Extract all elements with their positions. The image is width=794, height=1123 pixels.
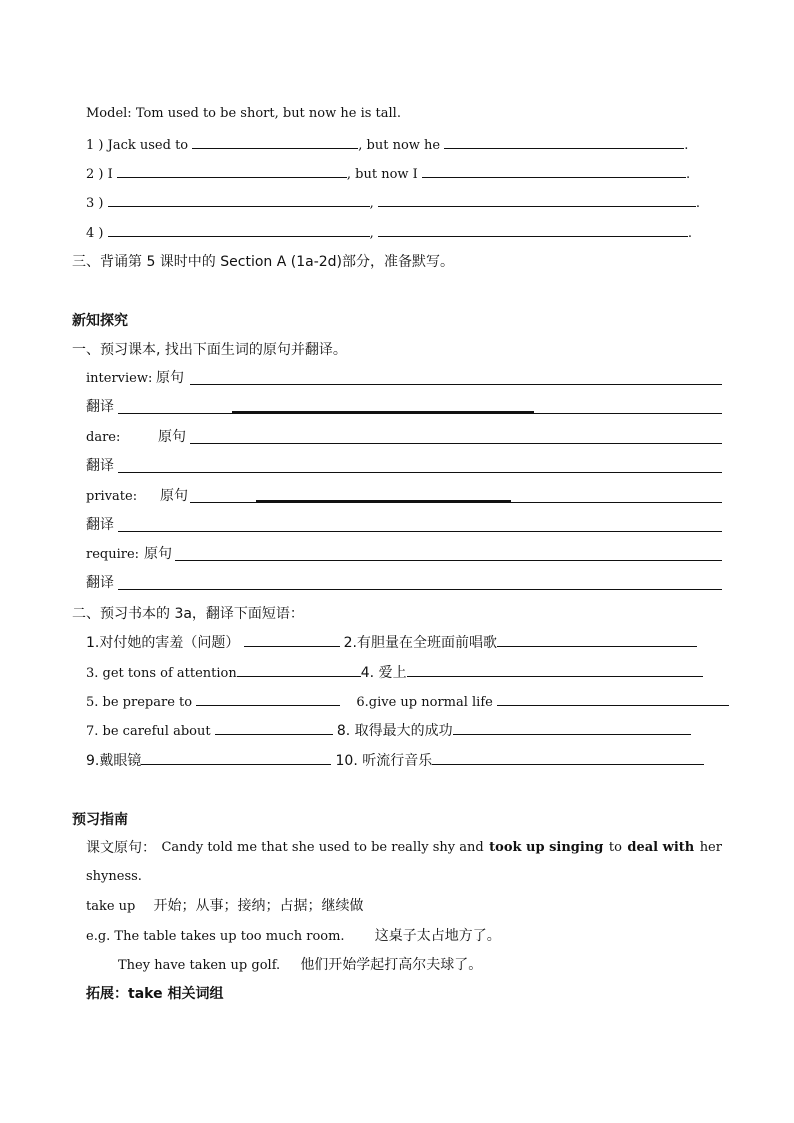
phrase-item: 6.give up normal life [356,695,493,710]
phrase-item: 1.对付她的害羞（问题） [86,635,240,651]
takeup-meaning: 开始；从事；接纳；占据；继续做 [153,898,364,914]
phrase-item: 2.有胆量在全班面前唱歌 [343,635,497,651]
trans-label: 翻译 [86,575,114,591]
vocab-word: private: [86,489,138,504]
phrase-item: 10. 听流行音乐 [335,753,433,769]
answer-blank[interactable] [407,663,703,677]
answer-blank[interactable] [237,663,361,677]
phrase-item: 4. 爱上 [360,665,407,681]
exercise-number: 2 ) [86,167,104,182]
trans-label: 翻译 [86,458,114,474]
example-english: They have taken up golf. [118,958,281,973]
vocab-row-dare [86,428,186,447]
answer-blank[interactable] [108,223,370,237]
exercise-text: , [369,196,374,211]
answer-blank[interactable] [453,721,691,735]
answer-line[interactable] [190,443,722,444]
takeup-definition [86,897,364,916]
exercise-number: 4 ) [86,226,104,241]
orig-label: 原句 [144,546,172,562]
answer-blank[interactable] [444,135,684,149]
answer-blank[interactable] [141,751,331,765]
exercise-3 [86,193,700,213]
phrase-row-4 [86,721,691,741]
guide-sentence-line1 [86,839,722,857]
exercise-text: . [695,196,701,211]
answer-blank[interactable] [192,135,358,149]
answer-blank[interactable] [108,193,370,207]
answer-blank[interactable] [497,633,697,647]
guide-text: Candy told me that she used to be really shy and [161,840,484,855]
phrase-item: 7. be careful about [86,724,211,739]
guide-sentence-line2: shyness. [86,869,142,884]
extension-heading: 拓展：take 相关词组 [86,986,224,1002]
vocab-word: interview: [86,371,153,386]
answer-line[interactable] [190,384,722,385]
phrase-row-3 [86,692,729,712]
answer-blank[interactable] [215,721,333,735]
exercise-text: . [685,167,691,182]
section-recite: 三、背诵第 5 课时中的 Section A (1a-2d)部分，准备默写。 [72,254,455,270]
takeup-term: take up [86,899,136,914]
vocab-word: dare: [86,430,121,445]
answer-line[interactable] [118,413,722,414]
answer-blank[interactable] [432,751,704,765]
answer-line [256,500,511,502]
preview-guide-heading: 预习指南 [72,812,128,828]
guide-bold-phrase: deal with [627,840,695,855]
guide-text: her [699,840,722,855]
answer-blank[interactable] [196,692,340,706]
answer-blank[interactable] [244,633,340,647]
exercise-text: , but now he [358,138,441,153]
exercise-text: , but now I [346,167,418,182]
answer-blank[interactable] [378,193,696,207]
answer-blank[interactable] [117,164,347,178]
phrase-item: 8. 取得最大的成功 [336,723,453,739]
exercise-text: I [107,167,113,182]
vocab-row-interview [86,369,184,388]
phrase-item: 3. get tons of attention [86,666,237,681]
exercise-1 [86,135,688,155]
guide-label: 课文原句： [86,840,156,856]
phrase-item: 5. be prepare to [86,695,193,710]
phrase-row-2 [86,663,703,683]
exercise-2 [86,164,690,184]
answer-line[interactable] [175,560,722,561]
exercise-text: Jack used to [107,138,189,153]
exercise-number: 3 ) [86,196,104,211]
example-chinese: 这桌子太占地方了。 [374,928,501,944]
model-sentence: Model: Tom used to be short, but now he is tall. [86,106,401,121]
exercise-text: . [687,226,693,241]
guide-text: to [608,840,622,855]
phrase-item: 9.戴眼镜 [86,753,142,769]
exercise-text: . [684,138,689,153]
answer-line[interactable] [190,502,722,503]
answer-line [232,411,534,413]
answer-line[interactable] [118,589,722,590]
vocab-word: require: [86,547,140,562]
phrase-row-5 [86,751,704,771]
answer-blank[interactable] [422,164,686,178]
vocab-row-require [86,545,172,564]
exercise-number: 1 ) [86,138,104,153]
phrase-row-1 [86,633,697,653]
exercise-text: , [369,226,374,241]
vocab-row-private [86,487,188,506]
answer-line[interactable] [118,472,722,473]
preview-vocab-instruction: 一、预习课本, 找出下面生词的原句并翻译。 [72,342,347,358]
answer-blank[interactable] [378,223,688,237]
example-1 [86,927,501,946]
trans-label: 翻译 [86,399,114,415]
example-2 [118,956,482,975]
orig-label: 原句 [160,488,188,504]
orig-label: 原句 [156,370,184,386]
answer-line[interactable] [118,531,722,532]
example-english: e.g. The table takes up too much room. [86,929,345,944]
orig-label: 原句 [158,429,186,445]
example-chinese: 他们开始学起打高尔夫球了。 [300,957,483,973]
preview-phrases-instruction: 二、预习书本的 3a，翻译下面短语： [72,606,304,622]
answer-blank[interactable] [497,692,729,706]
new-knowledge-heading: 新知探究 [72,313,128,329]
trans-label: 翻译 [86,517,114,533]
exercise-4 [86,223,692,243]
guide-bold-phrase: took up singing [489,840,604,855]
